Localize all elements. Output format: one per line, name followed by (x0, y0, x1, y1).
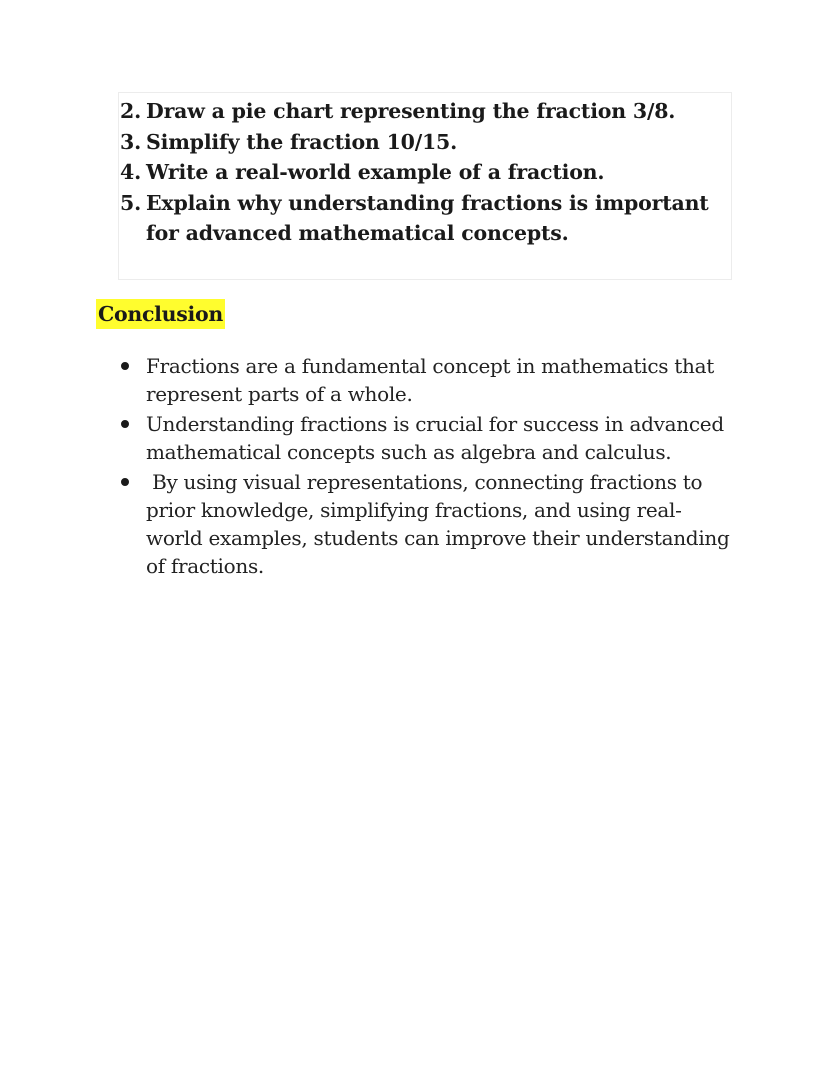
list-item (120, 188, 730, 249)
exercise-list (120, 96, 730, 249)
list-item-number: 5. (120, 190, 142, 215)
bullet-text: Understanding fractions is crucial for success in advanced mathematical concepts such as algebra and calculus. (146, 412, 724, 464)
list-item-text: Draw a pie chart representing the fraction 3/8. (146, 99, 676, 123)
bullet-icon (121, 420, 129, 428)
bullet-icon (121, 478, 129, 486)
list-item (118, 468, 736, 580)
bullet-text: Fractions are a fundamental concept in mathematics that represent parts of a whole. (146, 354, 714, 406)
list-item (118, 352, 730, 408)
list-item (120, 157, 730, 188)
list-item (120, 96, 730, 127)
list-item-text: Write a real-world example of a fraction. (146, 160, 605, 184)
list-item-number: 3. (120, 129, 142, 154)
list-item (120, 127, 730, 158)
conclusion-bullets (118, 352, 736, 582)
list-item-text: Explain why understanding fractions is important for advanced mathematical concepts. (146, 190, 709, 245)
bullet-icon (121, 362, 129, 370)
list-item-text: Simplify the fraction 10/15. (146, 129, 458, 154)
list-item-number: 2. (120, 99, 142, 123)
conclusion-heading: Conclusion (96, 299, 225, 329)
list-item (118, 410, 730, 466)
bullet-text: By using visual representations, connecting fractions to prior knowledge, simplifying fractions, and using real-world examples, students can improve their understanding of fractions. (146, 470, 736, 578)
list-item-number: 4. (120, 160, 142, 184)
